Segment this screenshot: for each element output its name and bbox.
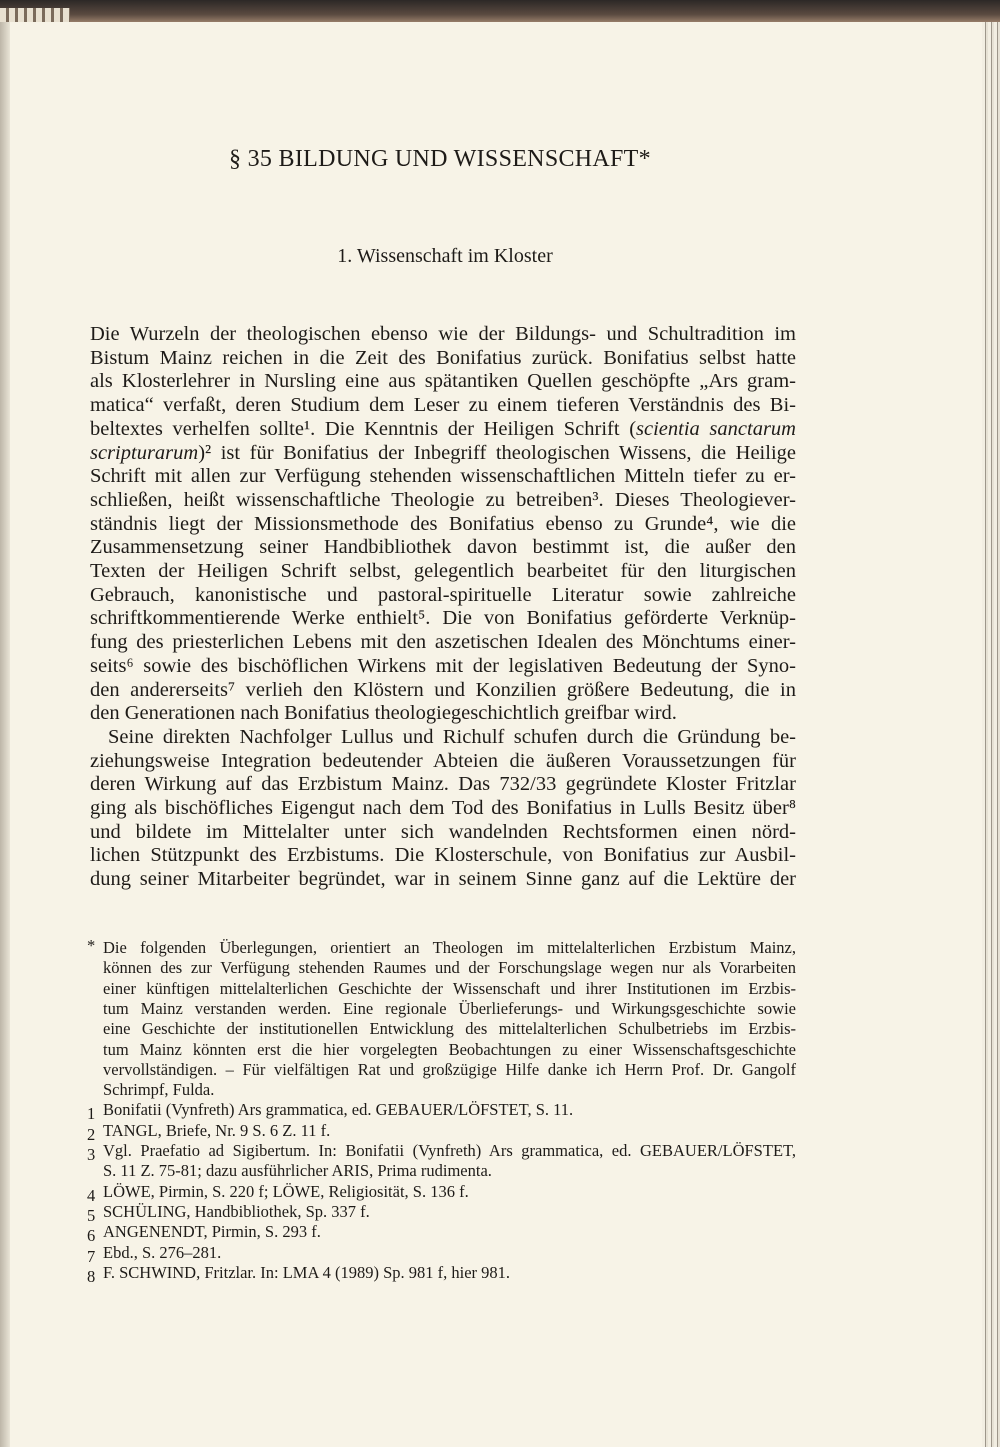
body-line [90,583,796,607]
text-run: ging als bischöfliches Eigengut nach dem Tod des Bonifatius in Lulls Besitz über⁸ [90,797,796,819]
book-spine-edge [0,8,70,22]
text-run: Seine direkten Nachfolger Lullus und Richulf schufen durch die Gründung be- [108,725,796,748]
body-line [90,535,796,559]
text-run: lichen Stützpunkt des Erzbistums. Die Klosterschule, von Bonifatius zur Ausbil- [90,844,796,867]
footnote-line: Ebd., S. 276–281. [103,1242,222,1262]
footnote-line: TANGL, Briefe, Nr. 9 S. 6 Z. 11 f. [103,1120,331,1140]
footnote-line: tum Mainz könnten erst die hier vorgelegten Beobachtungen zu einer Wissenschaftsgeschichte [103,1039,796,1059]
footnote-marker: 8 [87,1266,96,1286]
text-run: fung des priesterlichen Lebens mit den aszetischen Idealen des Mönchtums einer- [90,631,796,654]
body-line [90,488,796,512]
body-line [90,441,796,465]
footnote-marker: 6 [87,1226,96,1246]
page-stack-edge [982,22,1000,1447]
text-run: beltextes verhelfen sollte¹. Die Kenntnis der Heiligen Schrift ( [90,417,637,440]
footnote-line: S. 11 Z. 75-81; dazu ausführlicher ARIS, Prima rudimenta. [103,1161,492,1181]
italic-term: scripturarum [90,441,199,464]
text-run: seits⁶ sowie des bischöflichen Wirkens mit der legislativen Bedeutung der Syno- [90,654,796,677]
text-run: deren Wirkung auf das Erzbistum Mainz. Das 732/33 gegründete Kloster Fritzlar [90,773,796,796]
text-run: Die Wurzeln der theologischen ebenso wie der Bildungs- und Schultradition im [90,323,796,345]
text-run: Schrift mit allen zur Verfügung stehenden wissenschaftlichen Mitteln tiefer zu er- [90,465,796,488]
text-run: ständnis liegt der Missionsmethode des Bonifatius ebenso zu Grunde⁴, wie die [90,512,796,535]
footnote-marker: * [87,936,96,955]
body-line [90,772,796,796]
text-run: Texten der Heiligen Schrift selbst, gelegentlich bearbeitet für den liturgischen [90,560,796,582]
footnote-marker: 4 [87,1185,96,1205]
footnote-line: Die folgenden Überlegungen, orientiert an Theologen im mittelalterlichen Erzbistum Mainz, [103,938,796,957]
footnote-line: Bonifatii (Vynfreth) Ars grammatica, ed. GEBAUER/LÖFSTET, S. 11. [103,1100,574,1120]
text-run: und bildete im Mittelalter unter sich wandelnden Rechtsformen einen nörd- [90,820,796,843]
body-line [90,654,796,678]
body-line [90,701,796,725]
body-line [90,820,796,844]
text-run: als Klosterlehrer in Nursling eine aus spätantiken Quellen geschöpfte „Ars gram- [90,370,796,393]
footnote-marker: 7 [87,1246,96,1266]
footnote-line: einer künftigen mittelalterlichen Geschichte der Wissenschaft und ihrer Institutionen im Erzbis- [103,978,796,998]
text-run: )² ist für Bonifatius der Inbegriff theologischen Wissens, die Heilige [198,441,796,464]
text-run: schließen, heißt wissenschaftliche Theologie zu betreiben³. Dieses Theologiever- [90,488,796,511]
text-run: matica“ verfaßt, deren Studium dem Leser zu einem tieferen Verständnis des Bi- [90,394,796,417]
text-run: dung seiner Mitarbeiter begründet, war in seinem Sinne ganz auf die Lektüre der [90,868,796,891]
body-line [108,725,796,749]
body-line [90,369,796,393]
footnote-marker: 3 [87,1145,96,1164]
footnote-line: F. SCHWIND, Fritzlar. In: LMA 4 (1989) Sp. 981 f, hier 981. [103,1262,511,1282]
text-run: Zusammensetzung seiner Handbibliothek davon bestimmt ist, die außer den [90,536,796,559]
body-line [90,606,796,630]
text-run: Gebrauch, kanonistische und pastoral-spirituelle Literatur sowie zahlreiche [90,583,796,606]
footnote-line: LÖWE, Pirmin, S. 220 f; LÖWE, Religiosität, S. 136 f. [103,1181,469,1201]
body-line [90,464,796,488]
section-title: § 35 BILDUNG UND WISSENSCHAFT* [229,146,651,172]
body-line [90,346,796,370]
body-line [90,843,796,867]
text-run: schriftkommentierende Werke enthielt⁵. Die von Bonifatius geförderte Verknüp- [90,607,796,630]
body-line [90,559,796,583]
footnote-line: können des zur Verfügung stehenden Raumes und der Forschungslage wegen nur als Vorarbeiten [103,958,796,978]
body-line [90,322,796,346]
footnote-line: tum Mainz verstanden werden. Eine regionale Überlieferungs- und Wirkungsgeschichte sowie [103,998,796,1018]
body-line [90,678,796,702]
book-top-edge [0,0,1000,24]
body-line [90,630,796,654]
body-line [90,417,796,441]
body-line [90,512,796,536]
text-run: Bistum Mainz reichen in die Zeit des Bonifatius zurück. Bonifatius selbst hatte [90,346,796,369]
footnote-line: eine Geschichte der institutionellen Entwicklung des mittelalterlichen Schulbetriebs im Erzbis- [103,1019,796,1039]
body-line [90,749,796,773]
footnote-marker: 2 [87,1124,96,1144]
body-line [90,867,796,891]
footnote-line: SCHÜLING, Handbibliothek, Sp. 337 f. [103,1201,370,1221]
body-line [90,796,796,820]
footnote-marker: 1 [87,1104,96,1124]
body-line [90,393,796,417]
text-run: ziehungsweise Integration bedeutender Abteien die äußeren Voraussetzungen für [90,749,796,772]
text-run: den andererseits⁷ verlieh den Klöstern und Konzilien größere Bedeutung, die in [90,678,796,701]
footnote-marker: 5 [87,1205,96,1225]
footnote-line: vervollständigen. – Für vielfältigen Rat und großzügige Hilfe danke ich Herrn Prof. Dr. Gangolf [103,1059,796,1079]
footnote-line: ANGENENDT, Pirmin, S. 293 f. [103,1222,321,1242]
footnote-line: Vgl. Praefatio ad Sigibertum. In: Bonifatii (Vynfreth) Ars grammatica, ed. GEBAUER/LÖFSTET, [103,1141,796,1160]
text-run: den Generationen nach Bonifatius theologiegeschichtlich greifbar wird. [90,702,677,725]
footnote-line: Schrimpf, Fulda. [103,1080,215,1100]
subsection-title: 1. Wissenschaft im Kloster [337,245,553,267]
page-gutter-shadow [0,22,10,1447]
italic-term: scientia sanctarum [636,417,796,440]
